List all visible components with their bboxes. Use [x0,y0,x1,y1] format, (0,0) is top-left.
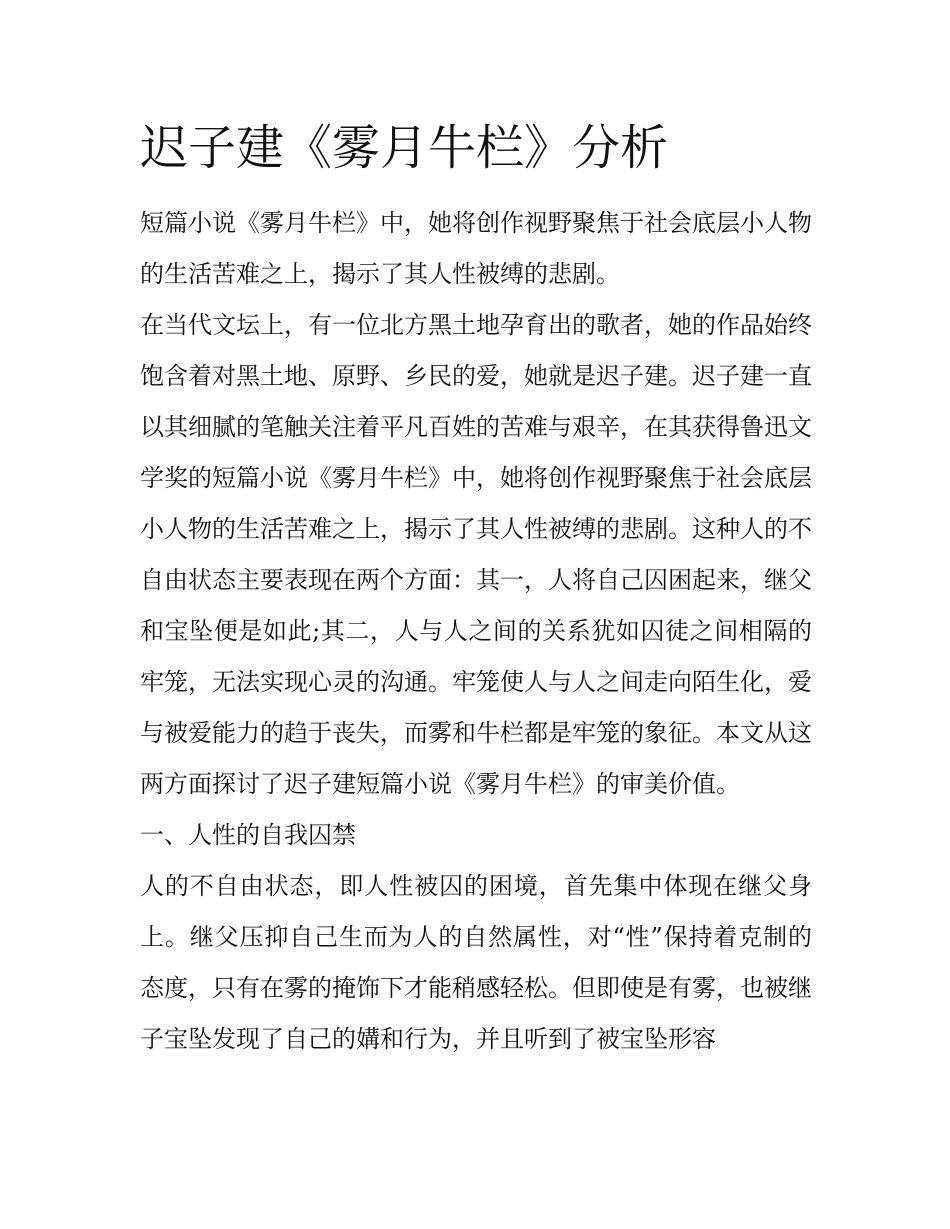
summary-paragraph: 短篇小说《雾月牛栏》中，她将创作视野聚焦于社会底层小人物的生活苦难之上，揭示了其人性被缚的悲剧。 [140,209,812,288]
document-body [140,112,812,1065]
section-paragraph: 人的不自由状态，即人性被囚的困境，首先集中体现在继父身上。继父压抑自己生而为人的自然属性，对“性”保持着克制的态度，只有在雾的掩饰下才能稍感轻松。但即使是有雾，也被继子宝坠发现了自己的媾和行为，并且听到了被宝坠形容 [140,872,812,1053]
intro-paragraph: 在当代文坛上，有一位北方黑土地孕育出的歌者，她的作品始终饱含着对黑土地、原野、乡民的爱，她就是迟子建。迟子建一直以其细腻的笔触关注着平凡百姓的苦难与艰辛，在其获得鲁迅文学奖的短篇小说《雾月牛栏》中，她将创作视野聚焦于社会底层小人物的生活苦难之上，揭示了其人性被缚的悲剧。这种人的不自由状态主要表现在两个方面：其一，人将自己囚困起来，继父和宝坠便是如此;其二，人与人之间的关系犹如囚徒之间相隔的牢笼，无法实现心灵的沟通。牢笼使人与人之间走向陌生化，爱与被爱能力的趋于丧失，而雾和牛栏都是牢笼的象征。本文从这两方面探讨了迟子建短篇小说《雾月牛栏》的审美价值。 [140,311,812,798]
section-heading: 一、人性的自我囚禁 [140,821,356,849]
document-title: 迟子建《雾月牛栏》分析 [140,120,669,176]
